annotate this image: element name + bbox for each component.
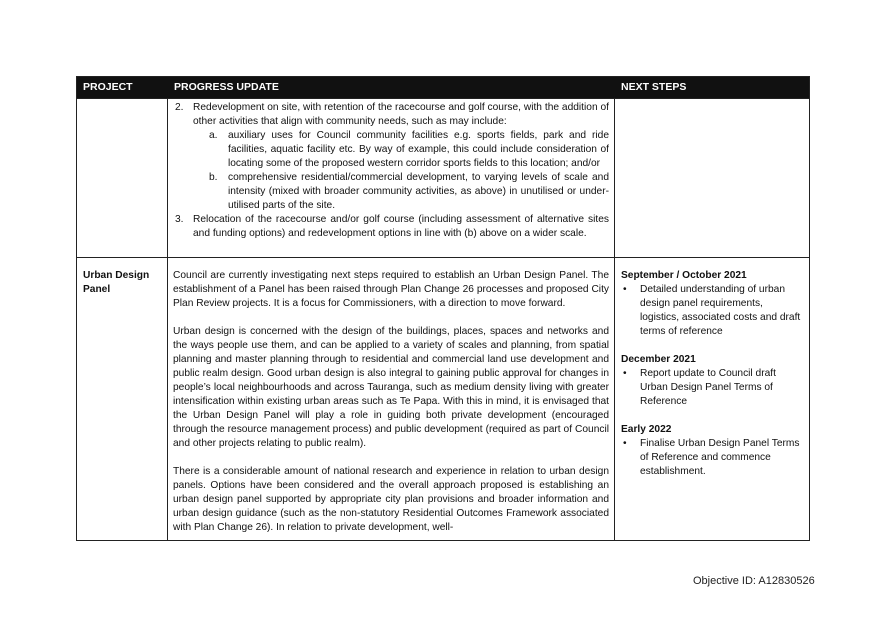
- project-cell: [77, 99, 168, 257]
- list-number: 2.: [175, 102, 184, 113]
- list-item: [173, 101, 609, 129]
- next-step-block: [621, 423, 803, 479]
- sub-list-label: a.: [209, 130, 218, 141]
- list-text: Relocation of the racecourse and/or golf course (including assessment of alternative sites and funding options) and redevelopment options in line with (b) above on a wider scale.: [193, 214, 609, 239]
- header-next-steps: NEXT STEPS: [621, 81, 687, 93]
- project-cell: Urban Design Panel: [77, 258, 168, 540]
- sub-list-text: auxiliary uses for Council community facilities e.g. sports fields, park and ride facilities, aquatic facility etc. By way of example, this could include consideration of locating some of the proposed western corridor sports fields to this location; and/or: [228, 130, 609, 169]
- sub-list-item: [209, 129, 609, 171]
- paragraph: Council are currently investigating next steps required to establish an Urban Design Panel. The establishment of a Panel has been raised through Plan Change 26 processes and proposed City Plan Review projects. It is a focus for Commissioners, with a direction to move forward.: [173, 270, 609, 309]
- bullet-text: Detailed understanding of urban design panel requirements, logistics, associated costs and draft terms of reference: [640, 284, 801, 337]
- table-row: [77, 98, 809, 257]
- next-step-heading: September / October 2021: [621, 270, 747, 281]
- table-row: [77, 257, 809, 540]
- sub-list-item: [209, 171, 609, 213]
- next-step-block: [621, 269, 803, 339]
- progress-table: [76, 76, 810, 541]
- header-project: PROJECT: [83, 81, 133, 93]
- sub-list-text: comprehensive residential/commercial development, to varying levels of scale and intensity (mixed with broader community activities, as above) in unutilised or under-utilised parts of the site.: [228, 172, 609, 211]
- bullet-icon: •: [623, 284, 627, 295]
- bullet-text: Report update to Council draft Urban Design Panel Terms of Reference: [640, 368, 776, 407]
- list-number: 3.: [175, 214, 184, 225]
- next-step-block: [621, 353, 803, 409]
- bullet-text: Finalise Urban Design Panel Terms of Reference and commence establishment.: [640, 438, 800, 477]
- bullet-item: [621, 367, 803, 409]
- table-header-row: [77, 77, 809, 98]
- next-step-heading: Early 2022: [621, 424, 672, 435]
- bullet-item: [621, 437, 803, 479]
- sub-list-label: b.: [209, 172, 218, 183]
- next-step-heading: December 2021: [621, 354, 696, 365]
- header-progress-update: PROGRESS UPDATE: [174, 81, 279, 93]
- bullet-item: [621, 283, 803, 339]
- paragraph: Urban design is concerned with the design of the buildings, places, spaces and networks and the ways people use them, and can be applied to a variety of scales and planning, from spatial planning and master planning through to residential and commercial land use development and public realm design. Good urban design is also integral to gaining public approval for changes in people’s local neighbourhoods and across Tauranga, such as medium density living with greater intensification within existing urban areas such as Te Papa. With this in mind, it is envisaged that the Urban Design Panel will play a role in guiding both private development (encouraged through the resource management process) and public development (required as part of Council and other projects relating to public realm).: [173, 326, 609, 449]
- paragraph: There is a considerable amount of national research and experience in relation to urban design panels. Options have been considered and the overall approach proposed is establishing an urban design panel supported by appropriate city plan provisions and broader information and urban design guidance (such as the non-statutory Residential Outcomes Framework associated with Plan Change 26). In relation to private development, well-: [173, 466, 609, 533]
- list-text: Redevelopment on site, with retention of the racecourse and golf course, with the addition of other activities that align with community needs, such as may include:: [193, 102, 609, 127]
- progress-cell: [168, 258, 615, 540]
- progress-cell: [168, 99, 615, 257]
- list-item: [173, 213, 609, 241]
- objective-id: Objective ID: A12830526: [693, 575, 815, 587]
- next-steps-cell: [615, 99, 809, 257]
- bullet-icon: •: [623, 438, 627, 449]
- bullet-icon: •: [623, 368, 627, 379]
- next-steps-cell: [615, 258, 809, 540]
